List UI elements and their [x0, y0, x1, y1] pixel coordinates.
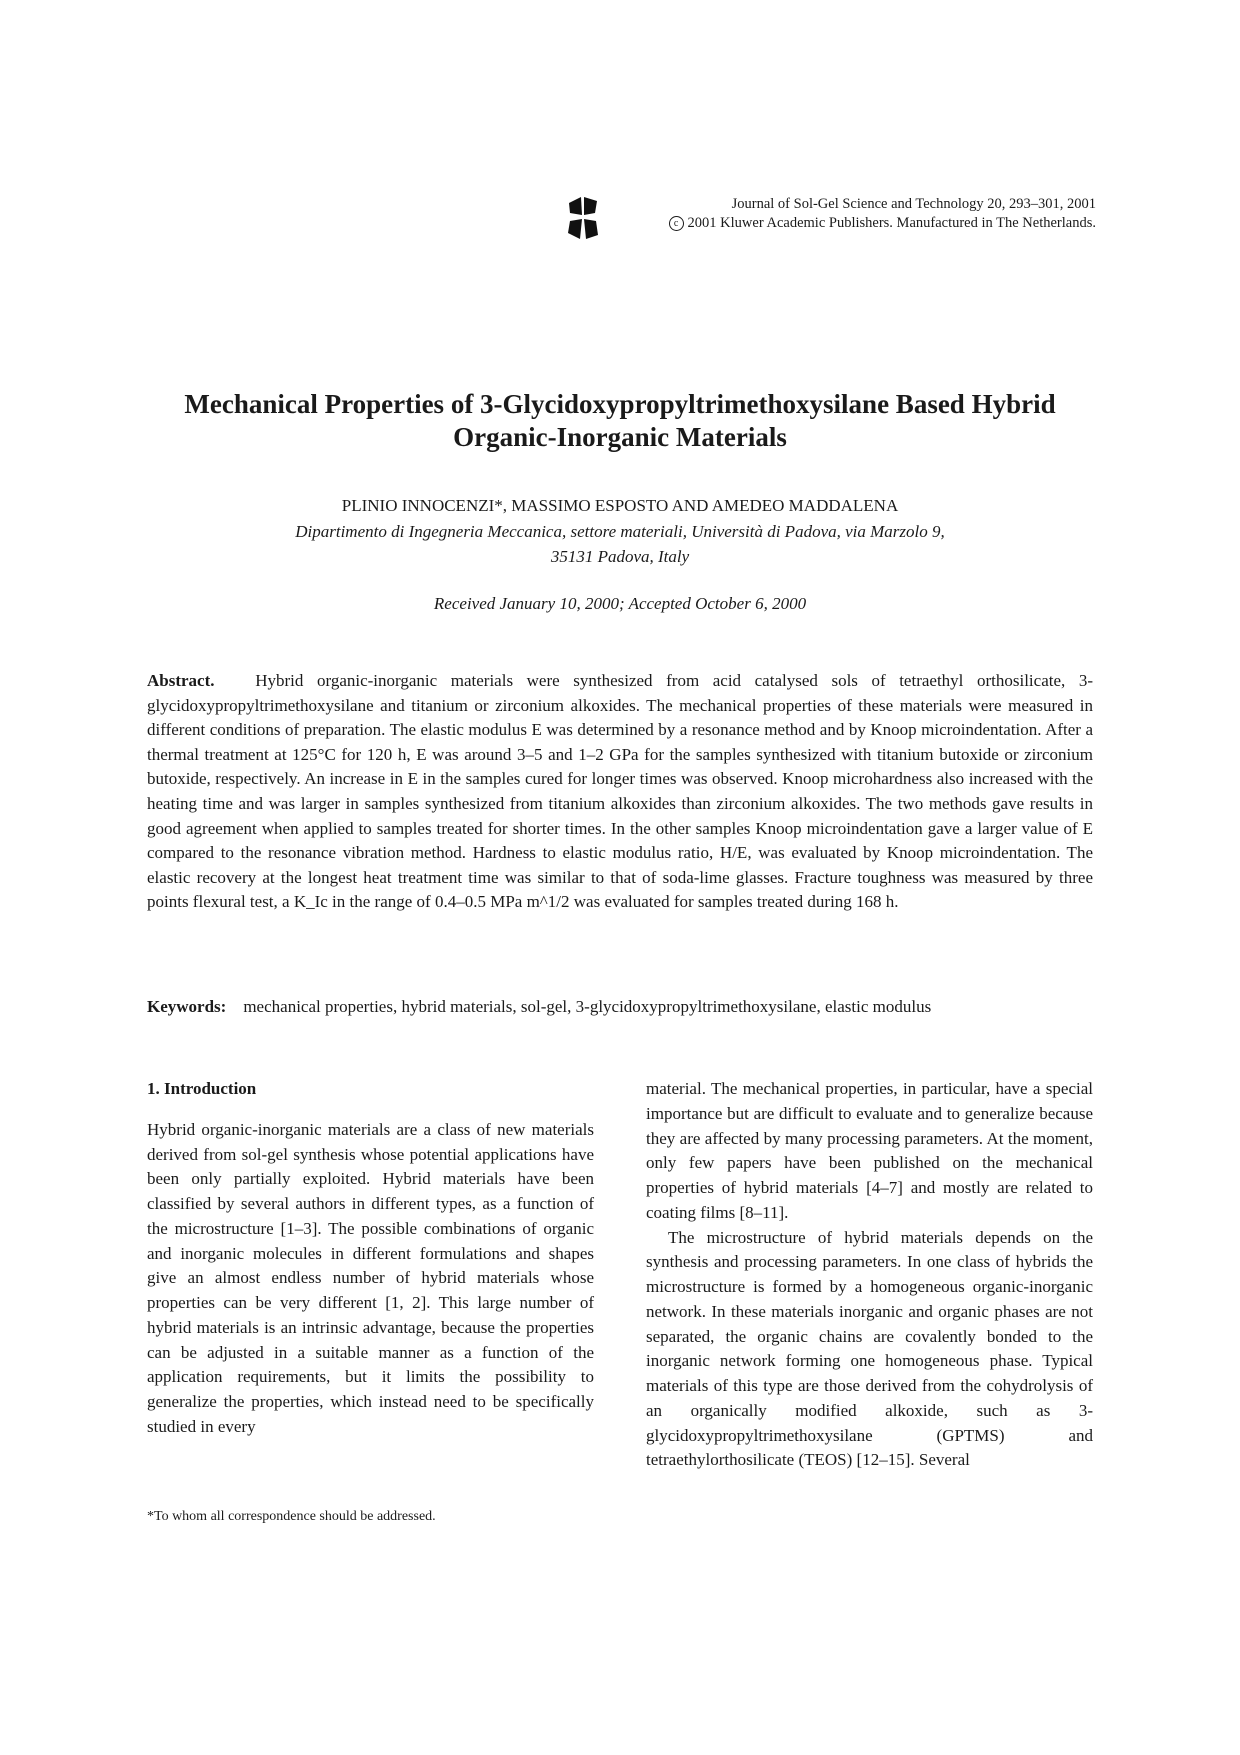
left-column — [147, 1077, 594, 1440]
affiliation: Dipartimento di Ingegneria Meccanica, settore materiali, Università di Padova, via Marzolo 9, 35131 Padova, Italy — [295, 522, 945, 566]
abstract-text: Hybrid organic-inorganic materials were synthesized from acid catalysed sols of tetraethyl orthosilicate, 3-glycidoxypropyltrimethoxysilane and titanium or zirconium alkoxides. The mechanical properties of these materials were measured in different conditions of preparation. The elastic modulus E was determined by a resonance method and by Knoop microindentation. After a thermal treatment at 125°C for 120 h, E was around 3–5 and 1–2 GPa for the samples synthesized with titanium butoxide or zirconium butoxide, respectively. An increase in E in the samples cured for longer times was observed. Knoop microhardness also increased with the heating time and was larger in samples synthesized from titanium alkoxides than zirconium alkoxides. The two methods gave results in good agreement when applied to samples treated for shorter times. In the other samples Knoop microindentation gave a larger value of E compared to the resonance vibration method. Hardness to elastic modulus ratio, H/E, was evaluated by Knoop microindentation. The elastic recovery at the longest heat treatment time was similar to that of soda-lime glasses. Fracture toughness was measured by three points flexural test, a K_Ic in the range of 0.4–0.5 MPa m^1/2 was evaluated for samples treated during 168 h. — [147, 671, 1093, 912]
journal-citation: Journal of Sol-Gel Science and Technology 20, 293–301, 2001 — [731, 196, 1096, 212]
intro-paragraph-2: material. The mechanical properties, in particular, have a special importance but are difficult to evaluate and to generalize because they are affected by many processing parameters. At the moment, only few papers have been published on the mechanical properties of hybrid materials [4–7] and mostly are related to coating films [8–11]. — [646, 1079, 1093, 1222]
section-heading: 1. Introduction — [147, 1079, 257, 1098]
received-dates: Received January 10, 2000; Accepted October 6, 2000 — [433, 594, 807, 613]
copyright-symbol: c — [669, 216, 684, 231]
journal-copyright: c 2001 Kluwer Academic Publishers. Manufactured in The Netherlands. — [669, 214, 1096, 233]
keywords-text: mechanical properties, hybrid materials, sol-gel, 3-glycidoxypropyltrimethoxysilane, elastic modulus — [243, 997, 932, 1016]
keywords-label: Keywords: — [147, 997, 227, 1016]
right-column — [646, 1077, 1093, 1473]
intro-paragraph-3: The microstructure of hybrid materials depends on the synthesis and processing parameters. In one class of hybrids the microstructure is formed by a homogeneous organic-inorganic network. In these materials inorganic and organic phases are not separated, the organic chains are covalently bonded to the inorganic network forming one homogeneous phase. Typical materials of this type are those derived from the cohydrolysis of an organically modified alkoxide, such as 3-glycidoxypropyltrimethoxysilane (GPTMS) and tetraethylorthosilicate (TEOS) [12–15]. Several — [646, 1227, 1093, 1470]
abstract-label: Abstract. — [147, 671, 215, 690]
abstract — [147, 669, 1093, 915]
keywords — [147, 995, 1093, 1019]
intro-paragraph-1: Hybrid organic-inorganic materials are a class of new materials derived from sol-gel synthesis whose potential applications have been only partially exploited. Hybrid materials have been classified by several authors in different types, as a function of the microstructure [1–3]. The possible combinations of organic and inorganic molecules in different formulations and shapes give an almost endless number of hybrid materials whose properties can be very different [1, 2]. This large number of hybrid materials is an intrinsic advantage, because the properties can be adjusted in a suitable manner as a function of the application requirements, but it limits the possibility to generalize the properties, which instead need to be specifically studied in every — [147, 1119, 594, 1436]
journal-header — [566, 195, 1096, 241]
authors: PLINIO INNOCENZI*, MASSIMO ESPOSTO AND AMEDEO MADDALENA — [341, 496, 899, 515]
footnote: *To whom all correspondence should be addressed. — [147, 1509, 436, 1524]
kluwer-logo-icon — [566, 195, 600, 241]
paper-title: Mechanical Properties of 3-Glycidoxypropyltrimethoxysilane Based Hybrid Organic-Inorganic Materials — [184, 389, 1056, 452]
